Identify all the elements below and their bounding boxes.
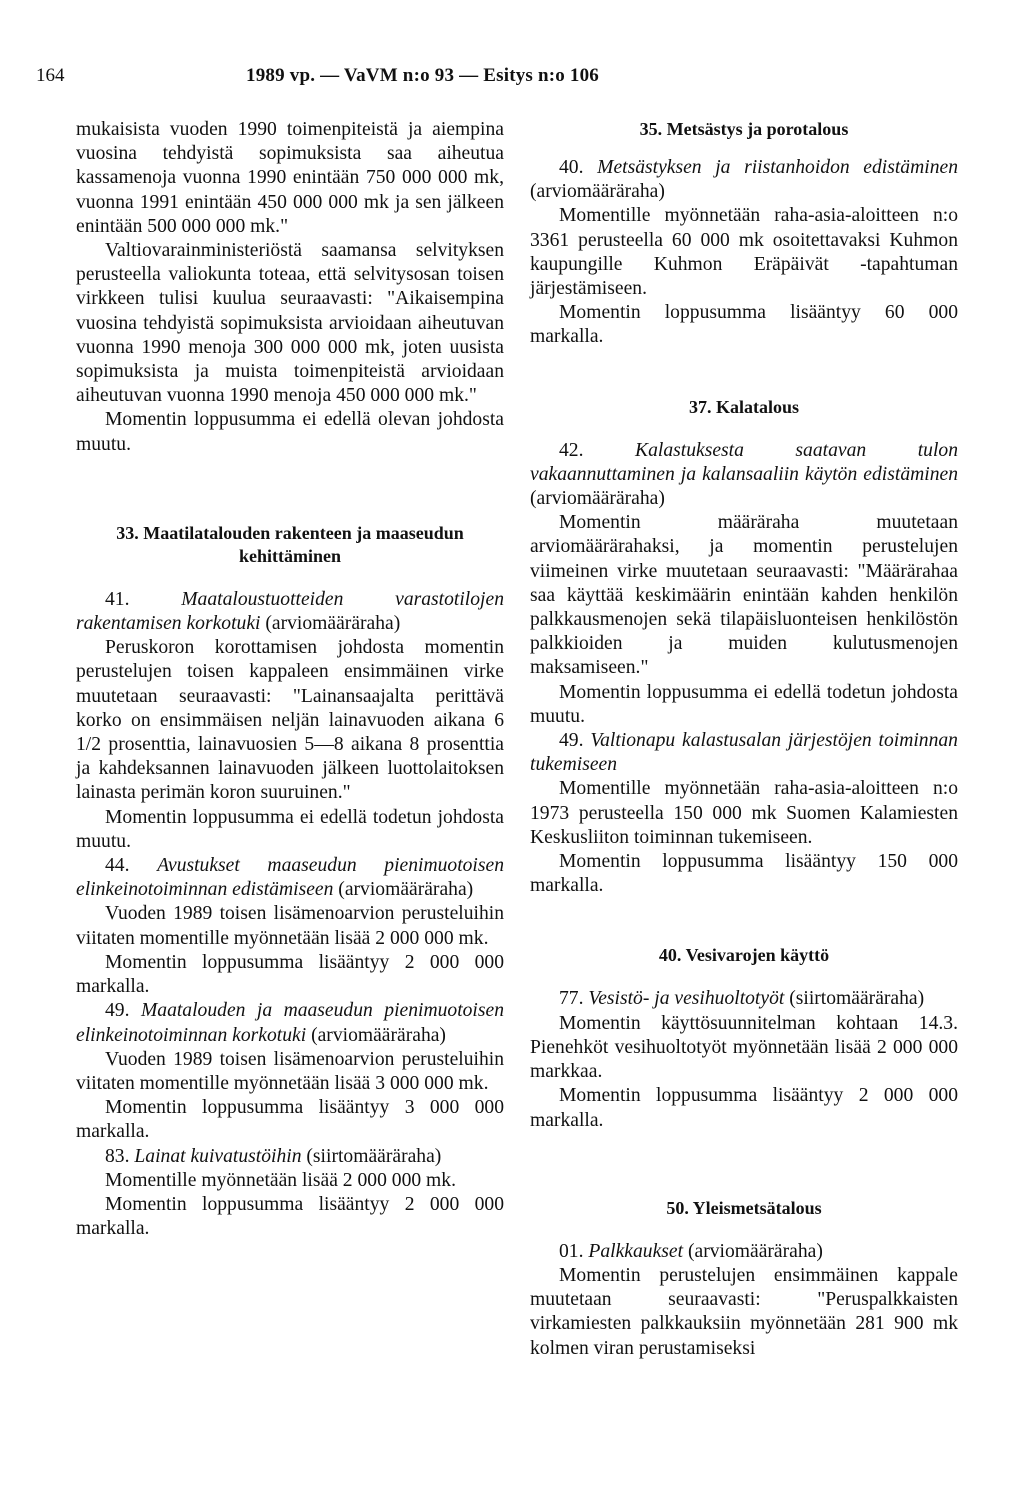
page-number: 164 <box>36 65 65 86</box>
paragraph: Momentin loppusumma lisääntyy 2 000 000 markalla. <box>530 1085 958 1131</box>
moment-title: Lainat kuivatustöihin <box>134 1145 302 1167</box>
moment-number: 83. <box>105 1145 130 1167</box>
moment-title: Maataloustuotteiden varastotilojen rakentamisen korkotuki <box>76 588 504 635</box>
moment-number: 49. <box>559 730 584 752</box>
moment-type: (siirtomääräraha) <box>306 1145 442 1167</box>
moment-number: 41. <box>105 588 130 610</box>
moment-type: (arviomääräraha) <box>265 613 401 635</box>
moment-type: (arviomääräraha) <box>311 1024 446 1046</box>
moment-title: Vesistö- ja vesihuoltotyöt <box>588 988 785 1010</box>
paragraph: Momentin käyttösuunnitelman kohtaan 14.3. Pienehköt vesihuoltotyöt myönnetään lisää 2 000 000 markkaa. <box>530 1012 958 1083</box>
paragraph: Momentin loppusumma ei edellä todetun johdosta muutu. <box>76 806 504 852</box>
moment-title: Avustukset maaseudun pienimuotoisen elinkeinotoiminnan edistämiseen <box>76 855 504 901</box>
moment-type: (arviomääräraha) <box>530 488 665 510</box>
moment-type: (arviomääräraha) <box>338 879 474 901</box>
moment-44-heading <box>76 854 504 902</box>
section-heading-37: 37. Kalatalous <box>688 396 799 417</box>
moment-number: 42. <box>559 439 584 461</box>
paragraph: mukaisista vuoden 1990 toimenpiteistä ja aiempina vuosina tehdyistä sopimuksista saa aiheutua kassamenoja vuonna 1990 enintään 750 000 000 mk, vuonna 1991 enintään 450 000 000 mk ja sen jälkeen enintään 500 000 000 mk." <box>76 119 504 237</box>
paragraph: Momentin loppusumma lisääntyy 3 000 000 markalla. <box>76 1097 504 1143</box>
moment-type: (siirtomääräraha) <box>789 988 925 1010</box>
paragraph: Momentille myönnetään lisää 2 000 000 mk. <box>105 1169 456 1191</box>
moment-83-heading <box>76 1145 504 1169</box>
section-heading-35: 35. Metsästys ja porotalous <box>639 119 849 139</box>
section-heading-40: 40. Vesivarojen käyttö <box>658 945 830 966</box>
section-heading-33: 33. Maatilatalouden rakenteen ja maaseudun kehittäminen <box>116 522 464 566</box>
moment-41-heading <box>76 588 504 636</box>
paragraph: Valtiovarainministeriöstä saamansa selvityksen perusteella valiokunta toteaa, että selvitysosan toisen virkkeen tulisi kuulua seuraavasti: "Aikaisempina vuosina tehdyistä sopimuksista arvioidaan aiheutuvan vuonna 1990 menoja 300 000 000 mk, joten uusista sopimuksista ja muista toimenpiteistä arvioidaan aiheutuvan vuonna 1990 menoja 450 000 000 mk." <box>76 240 504 407</box>
moment-01-heading <box>530 1240 958 1264</box>
paragraph: Momentin loppusumma lisääntyy 60 000 markalla. <box>530 302 958 348</box>
moment-title: Palkkaukset <box>588 1240 684 1262</box>
left-column <box>76 118 504 1241</box>
paragraph: Momentin määräraha muutetaan arviomäärärahaksi, ja momentin perustelujen viimeinen virke muutetaan seuraavasti: "Määrärahaa saa käyttää keskimäärin enintään kahden henkilön palkkausmenojen sekä tilapäisluonteisen henkilöstön palkkioiden ja muiden kulutusmenojen maksamiseen." <box>530 512 958 679</box>
moment-49-heading <box>76 999 504 1047</box>
moment-number: 01. <box>559 1240 584 1262</box>
moment-42-heading <box>530 439 958 512</box>
moment-title: Kalastuksesta saatavan tulon vakaannuttaminen ja kalansaaliin käytön edistäminen <box>530 439 958 485</box>
paragraph: Momentin loppusumma ei edellä todetun johdosta muutu. <box>530 681 958 727</box>
paragraph: Peruskoron korottamisen johdosta momentin perustelujen toisen kappaleen ensimmäinen virke muutetaan seuraavasti: "Lainansaajalta perittävä korko on ensimmäisen neljän lainavuoden aikana 6 1/2 prosenttia, lainavuosien 5—8 aikana 8 prosenttia ja kahdeksannen lainavuoden jälkeen luottolaitoksen lainasta perimän koron suuruinen." <box>76 637 504 804</box>
paragraph: Momentin loppusumma lisääntyy 2 000 000 markalla. <box>76 951 504 998</box>
moment-number: 44. <box>105 855 130 877</box>
section-heading-50: 50. Yleismetsätalous <box>666 1197 822 1218</box>
paragraph: Momentin perustelujen ensimmäinen kappale muutetaan seuraavasti: "Peruspalkkaisten virkamiesten palkkauksiin myönnetään 281 900 mk kolmen viran perustamiseksi <box>530 1264 958 1359</box>
paragraph: Momentin loppusumma ei edellä olevan johdosta muutu. <box>76 409 504 455</box>
moment-title: Metsästyksen ja riistanhoidon edistäminen <box>597 157 958 178</box>
moment-title: Valtionapu kalastusalan järjestöjen toiminnan tukemiseen <box>530 730 958 776</box>
moment-40-heading <box>530 156 958 204</box>
moment-77-heading <box>530 987 958 1011</box>
paragraph: Vuoden 1989 toisen lisämenoarvion perusteluihin viitaten momentille myönnetään lisää 2 000 000 mk. <box>76 903 504 949</box>
moment-number: 77. <box>559 988 584 1010</box>
paragraph: Momentin loppusumma lisääntyy 150 000 markalla. <box>530 851 958 897</box>
running-title: 1989 vp. — VaVM n:o 93 — Esitys n:o 106 <box>246 65 600 86</box>
moment-type: (arviomääräraha) <box>530 181 665 203</box>
paragraph: Momentille myönnetään raha-asia-aloitteen n:o 3361 perusteella 60 000 mk osoitettavaksi Kuhmon kaupungille Kuhmon Eräpäivät -tapahtuman järjestämiseen. <box>530 205 958 300</box>
paragraph: Momentille myönnetään raha-asia-aloitteen n:o 1973 perusteella 150 000 mk Suomen Kalamiesten Keskusliiton toiminnan tukemiseen. <box>530 778 958 848</box>
right-column <box>530 118 958 1361</box>
paragraph: Momentin loppusumma lisääntyy 2 000 000 markalla. <box>76 1193 504 1240</box>
page-header <box>36 64 988 92</box>
moment-number: 49. <box>105 1000 130 1022</box>
moment-type: (arviomääräraha) <box>687 1240 823 1262</box>
moment-title: Maatalouden ja maaseudun pienimuotoisen elinkeinotoiminnan korkotuki <box>76 1000 504 1046</box>
moment-49-heading <box>530 729 958 777</box>
moment-number: 40. <box>559 157 584 178</box>
paragraph: Vuoden 1989 toisen lisämenoarvion perusteluihin viitaten momentille myönnetään lisää 3 000 000 mk. <box>76 1048 504 1094</box>
